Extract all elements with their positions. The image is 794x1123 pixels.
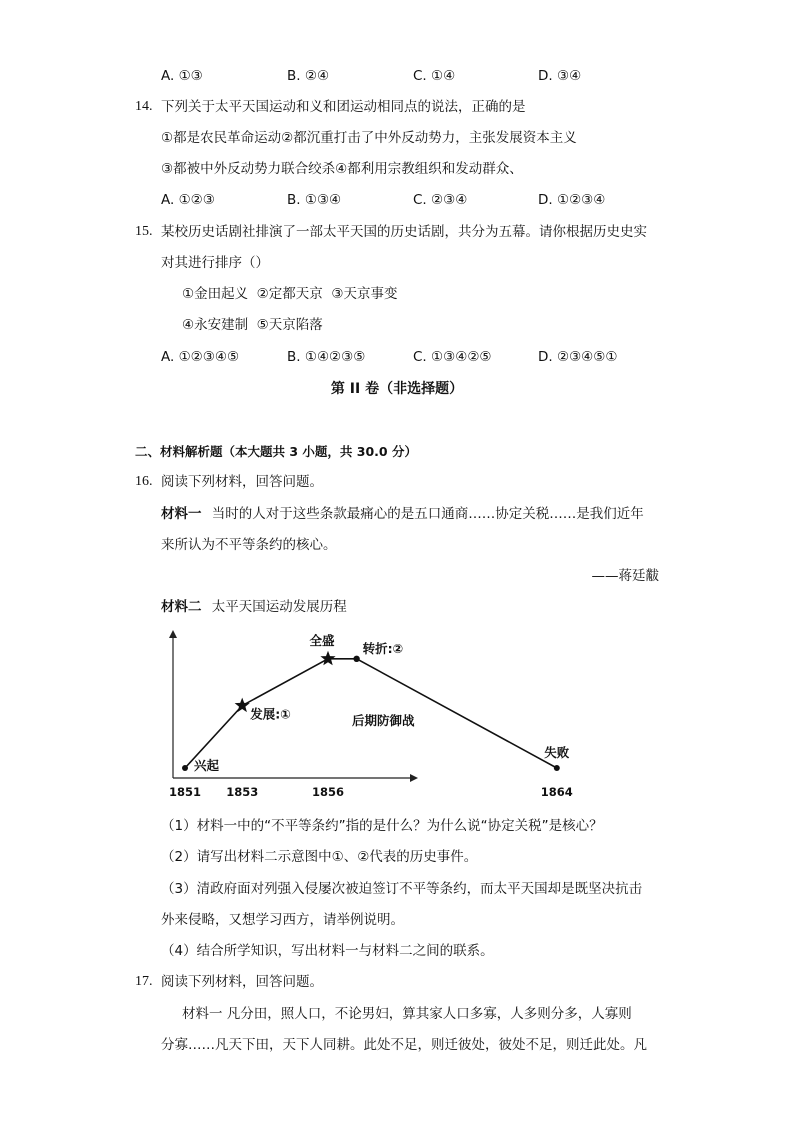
q15-number: 15. [135, 224, 153, 239]
label-peak: 全盛 [309, 632, 335, 648]
q16-question-4: （4）结合所学知识，写出材料一与材料二之间的联系。 [161, 943, 494, 959]
q16-question-2: （2）请写出材料二示意图中①、②代表的历史事件。 [161, 849, 478, 865]
label-start: 兴起 [194, 758, 220, 773]
x-tick-label: 1851 [169, 785, 202, 799]
q16-m2-text: 太平天国运动发展历程 [211, 599, 347, 615]
q17-number: 17. [135, 974, 153, 989]
q14-option-b: B. ①③④ [287, 192, 342, 208]
q17-m1-text2: 分寡……凡天下田，天下人同耕。此处不足，则迁彼处，彼处不足，则迁此处。凡 [161, 1037, 647, 1053]
q16-material1 [161, 505, 644, 523]
point-turn [353, 656, 359, 662]
q16-material2 [161, 598, 347, 616]
point-develop-star [235, 698, 250, 713]
x-axis-arrow [410, 774, 418, 782]
q14-line3: ③都被中外反动势力联合绞杀④都利用宗教组织和发动群众、 [161, 161, 523, 177]
q14-option-c: C. ②③④ [413, 192, 468, 208]
q13-option-b: B. ②④ [287, 68, 330, 84]
q16-m1-label: 材料一 [161, 506, 202, 522]
q15-items2: ④永安建制 ⑤天京陷落 [182, 317, 323, 333]
q16-stem: 阅读下列材料，回答问题。 [161, 474, 323, 490]
q16-question-3-cont: 外来侵略，又想学习西方，请举例说明。 [161, 912, 404, 928]
label-develop: 发展:① [250, 706, 291, 722]
q14-number: 14. [135, 99, 153, 114]
q16-m1-source: ——蒋廷黻 [591, 568, 659, 584]
label-turn: 转折:② [362, 640, 404, 656]
q15-stem: 某校历史话剧社排演了一部太平天国的历史话剧，共分为五幕。请你根据历史史实 [161, 224, 647, 240]
q16-question-1: （1）材料一中的“不平等条约”指的是什么？为什么说“协定关税”是核心？ [161, 818, 603, 834]
x-tick-label: 1864 [540, 785, 573, 799]
q16-number: 16. [135, 474, 153, 489]
chart-labels [169, 633, 573, 799]
x-tick-label: 1856 [312, 785, 345, 799]
q17-stem: 阅读下列材料，回答问题。 [161, 974, 323, 990]
point-peak-star [320, 651, 335, 666]
point-start [182, 765, 188, 771]
part2-title: 第 II 卷（非选择题） [330, 381, 464, 397]
q13-option-c: C. ①④ [413, 68, 456, 84]
q14-line2: ①都是农民革命运动②都沉重打击了中外反动势力，主张发展资本主义 [161, 130, 577, 146]
q14-option-d: D. ①②③④ [538, 192, 606, 208]
section2-title: 二、材料解析题（本大题共 3 小题，共 30.0 分） [135, 444, 417, 459]
chart-series [182, 651, 560, 771]
q16-question-3: （3）清政府面对列强入侵屡次被迫签订不平等条约，而太平天国却是既坚决抗击 [161, 881, 643, 897]
q15-option-d: D. ②③④⑤① [538, 349, 618, 365]
q14-option-a: A. ①②③ [161, 192, 215, 208]
q15-option-a: A. ①②③④⑤ [161, 349, 240, 365]
q16-m1-text: 当时的人对于这些条款最痛心的是五口通商……协定关税……是我们近年 [211, 506, 644, 522]
q16-m2-label: 材料二 [161, 599, 202, 615]
q17-m1-text: 材料一 凡分田，照人口，不论男妇，算其家人口多寡，人多则分多，人寡则 [182, 1006, 632, 1022]
q13-option-d: D. ③④ [538, 68, 582, 84]
q15-option-b: B. ①④②③⑤ [287, 349, 366, 365]
x-tick-label: 1853 [226, 785, 259, 799]
point-fail [554, 765, 560, 771]
q14-stem: 下列关于太平天国运动和义和团运动相同点的说法，正确的是 [161, 99, 526, 115]
q13-option-a: A. ①③ [161, 68, 203, 84]
q15-option-c: C. ①③④②⑤ [413, 349, 492, 365]
y-axis-arrow [169, 630, 177, 638]
label-late-defense: 后期防御战 [352, 713, 415, 728]
taiping-development-chart [0, 625, 794, 815]
q16-m1-text2: 来所认为不平等条约的核心。 [161, 537, 337, 553]
q15-stem2: 对其进行排序（） [161, 255, 269, 271]
q15-items1: ①金田起义 ②定都天京 ③天京事变 [182, 286, 398, 302]
label-fail: 失败 [544, 745, 570, 760]
